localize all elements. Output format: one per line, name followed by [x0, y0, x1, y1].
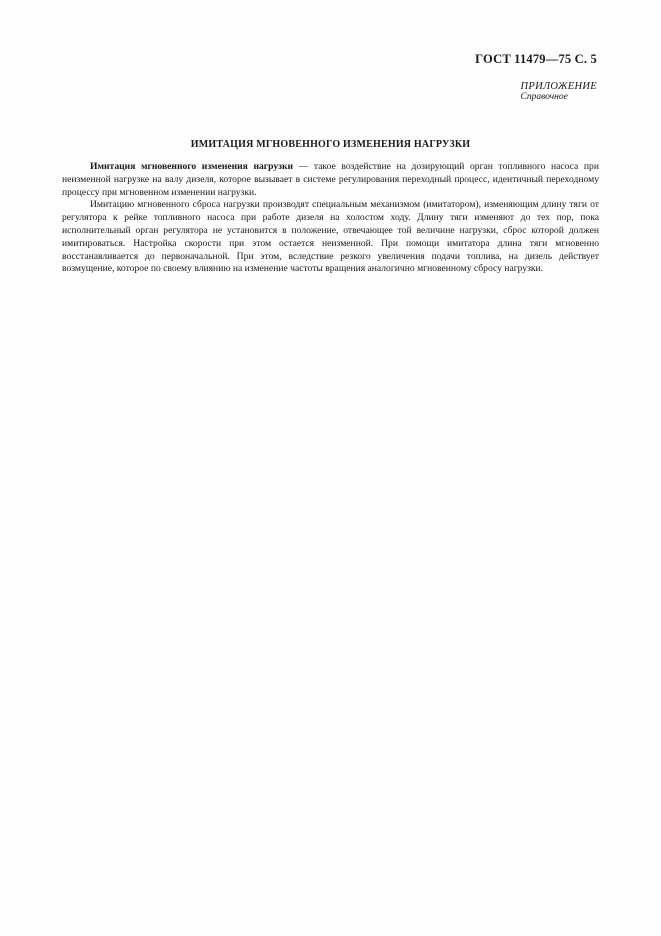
- appendix-title: ПРИЛОЖЕНИЕ: [520, 81, 597, 92]
- standard-code: ГОСТ 11479—75 С. 5: [475, 52, 597, 66]
- appendix-label: [521, 81, 598, 102]
- appendix-subtitle: Справочное: [520, 92, 568, 102]
- body-text: [62, 161, 599, 276]
- defined-term: Имитация мгновенного изменения нагрузки: [90, 161, 294, 172]
- paragraph-method: Имитацию мгновенного сброса нагрузки производят специальным механизмом (имитатором), изменяющим длину тяги от регулятора к рейке топливного насоса при работе дизеля на холостом ходу. Длину тяги изменяют до тех пор, пока исполнительный орган регулятора не установится в положение, отвечающее той величине нагрузки, сброс которой должен имитироваться. Настройка скорости при этом остается неизменной. При помощи имитатора длина тяги мгновенно восстанавливается до первоначальной. При этом, вследствие резкого увеличения подачи топлива, на дизель действует возмущение, которое по своему влиянию на изменение частоты вращения аналогично мгновенному сбросу нагрузки.: [62, 199, 599, 275]
- section-title: ИМИТАЦИЯ МГНОВЕННОГО ИЗМЕНЕНИЯ НАГРУЗКИ: [190, 139, 471, 150]
- definition-text: — такое воздействие на дозирующий орган топливного насоса при неизменной нагрузке на валу дизеля, которое вызывает в системе регулирования переходный процесс, идентичный переходному процессу при мгновенном изменении нагрузки.: [62, 161, 599, 198]
- paragraph-definition: [62, 161, 599, 199]
